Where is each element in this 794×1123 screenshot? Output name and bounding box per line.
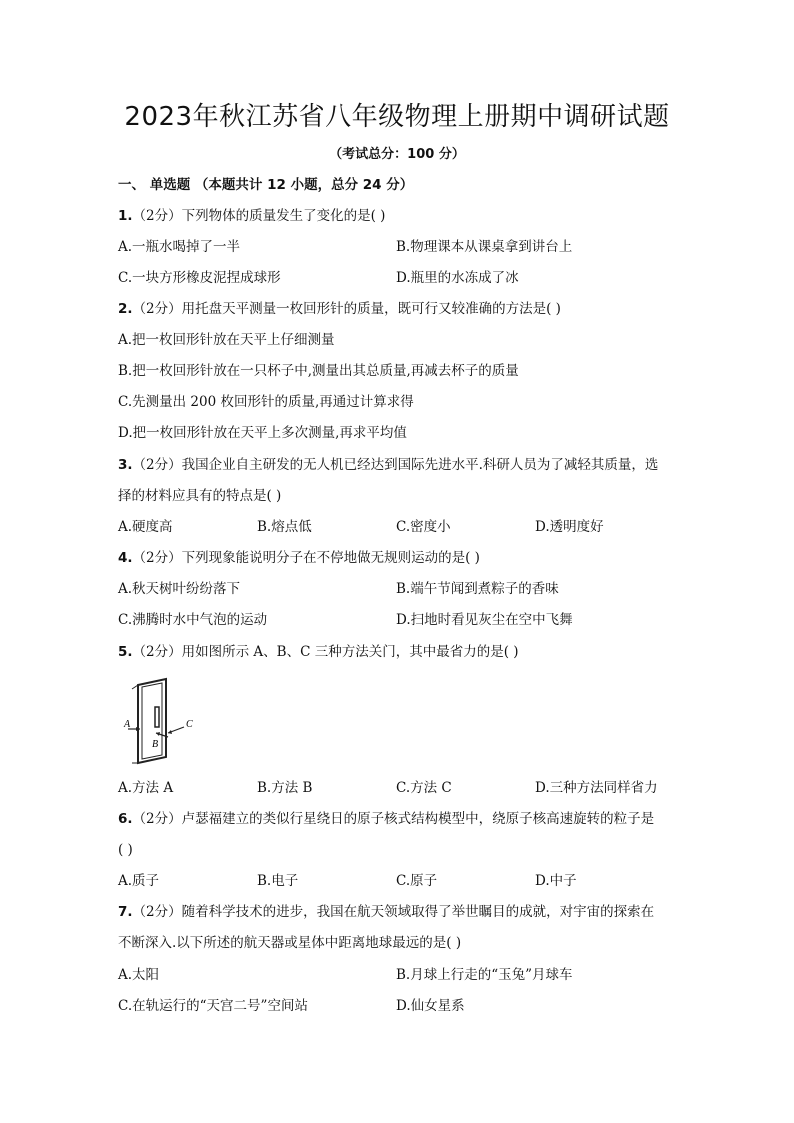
question-text: （2分）随着科学技术的进步，我国在航天领域取得了举世瞩目的成就，对宇宙的探索在 <box>132 904 655 920</box>
figure-label-b: B <box>152 739 159 750</box>
option-a: A.方法 A <box>118 780 174 796</box>
option-d: D.把一枚回形针放在天平上多次测量,再求平均值 <box>118 425 407 441</box>
option-b: B.端午节闻到煮粽子的香味 <box>396 581 559 597</box>
question-7-stem-continued: 不断深入.以下所述的航天器或星体中距离地球最远的是( ) <box>118 935 462 951</box>
option-c: C.先测量出 200 枚回形针的质量,再通过计算求得 <box>118 394 414 410</box>
option-b: B.物理课本从课桌拿到讲台上 <box>396 239 573 255</box>
option-a: A.一瓶水喝掉了一半 <box>118 239 241 255</box>
option-d: D.中子 <box>535 873 577 889</box>
option-c: C.沸腾时水中气泡的运动 <box>118 612 268 628</box>
option-a: A.硬度高 <box>118 519 173 535</box>
question-6-stem <box>118 810 654 828</box>
question-5-stem <box>118 643 519 661</box>
question-6-stem-continued: ( ) <box>118 842 133 858</box>
question-text: （2分）用如图所示 A、B、C 三种方法关门，其中最省力的是( ) <box>132 644 519 660</box>
question-text: （2分）我国企业自主研发的无人机已经达到国际先进水平.科研人员为了减轻其质量，选 <box>132 457 659 473</box>
question-number: 2. <box>118 301 133 317</box>
option-c: C.一块方形橡皮泥捏成球形 <box>118 270 281 286</box>
option-b: B.月球上行走的“玉兔”月球车 <box>396 967 573 983</box>
option-b: B.熔点低 <box>257 519 312 535</box>
question-2-stem <box>118 300 561 318</box>
question-number: 7. <box>118 904 133 920</box>
question-1-stem <box>118 207 385 225</box>
door-diagram <box>120 677 208 765</box>
option-c: C.原子 <box>396 873 438 889</box>
option-d: D.瓶里的水冻成了冰 <box>396 270 519 286</box>
option-c: C.在轨运行的“天宫二号”空间站 <box>118 998 308 1014</box>
option-c: C.方法 C <box>396 780 452 796</box>
door-handle <box>155 707 159 727</box>
question-3-stem-continued: 择的材料应具有的特点是( ) <box>118 488 282 504</box>
figure-label-c: C <box>186 719 193 730</box>
option-b: B.电子 <box>257 873 299 889</box>
question-7-stem <box>118 903 654 921</box>
option-d: D.仙女星系 <box>396 998 465 1014</box>
figure-label-a: A <box>124 719 131 730</box>
option-a: A.把一枚回形针放在天平上仔细测量 <box>118 332 335 348</box>
question-number: 5. <box>118 644 133 660</box>
exam-title: 2023年秋江苏省八年级物理上册期中调研试题 <box>124 102 670 132</box>
option-a: A.质子 <box>118 873 160 889</box>
option-a: A.秋天树叶纷纷落下 <box>118 581 241 597</box>
option-b: B.方法 B <box>257 780 313 796</box>
exam-total-score: （考试总分：100 分） <box>329 147 465 162</box>
question-number: 1. <box>118 208 133 224</box>
question-number: 6. <box>118 811 133 827</box>
section-heading: 一、 单选题 （本题共计 12 小题，总分 24 分） <box>118 177 414 193</box>
option-d: D.透明度好 <box>535 519 604 535</box>
question-text: （2分）下列物体的质量发生了变化的是( ) <box>132 208 386 224</box>
option-c: C.密度小 <box>396 519 451 535</box>
question-number: 3. <box>118 457 133 473</box>
option-d: D.扫地时看见灰尘在空中飞舞 <box>396 612 573 628</box>
option-b: B.把一枚回形针放在一只杯子中,测量出其总质量,再减去杯子的质量 <box>118 363 519 379</box>
question-4-stem <box>118 549 480 567</box>
question-number: 4. <box>118 550 133 566</box>
question-3-stem <box>118 456 658 474</box>
question-text: （2分）用托盘天平测量一枚回形针的质量，既可行又较准确的方法是( ) <box>132 301 561 317</box>
question-text: （2分）卢瑟福建立的类似行星绕日的原子核式结构模型中，绕原子核高速旋转的粒子是 <box>132 811 655 827</box>
option-d: D.三种方法同样省力 <box>535 780 658 796</box>
question-text: （2分）下列现象能说明分子在不停地做无规则运动的是( ) <box>132 550 480 566</box>
option-a: A.太阳 <box>118 967 160 983</box>
